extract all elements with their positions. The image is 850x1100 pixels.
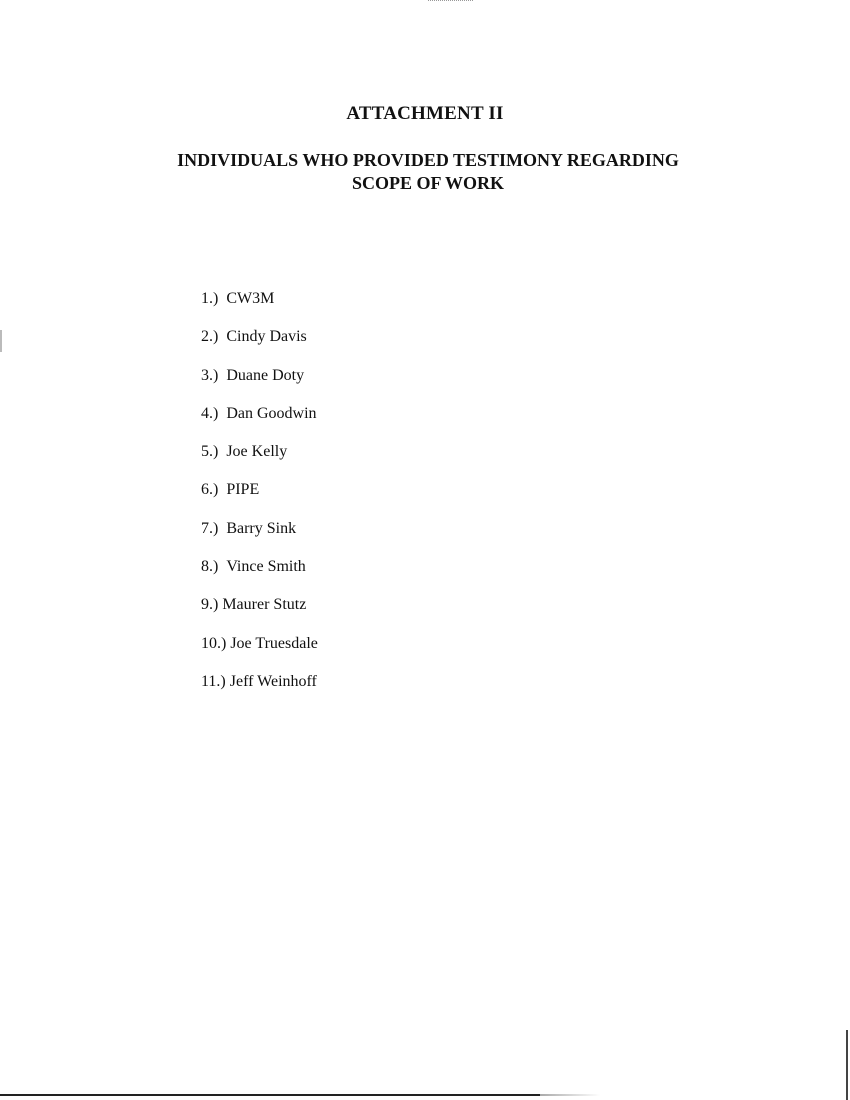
list-item-number: 8.) xyxy=(201,558,219,576)
list-item-name: Vince Smith xyxy=(226,558,306,576)
list-item-name: PIPE xyxy=(226,481,260,499)
list-item xyxy=(201,364,318,402)
subtitle-line-2: SCOPE OF WORK xyxy=(351,173,504,193)
list-item xyxy=(201,555,318,593)
list-item-name: Maurer Stutz xyxy=(222,596,307,614)
scan-artifact-bottom-edge xyxy=(0,1094,600,1096)
list-item-name: Joe Kelly xyxy=(226,443,288,461)
list-item-number: 2.) xyxy=(201,328,219,346)
list-item xyxy=(201,478,318,516)
list-item-number: 9.) xyxy=(201,596,219,614)
list-item xyxy=(201,670,318,708)
individuals-list xyxy=(201,287,318,708)
list-item xyxy=(201,632,318,670)
list-item-number: 6.) xyxy=(201,481,219,499)
list-item-name: Barry Sink xyxy=(226,519,297,537)
scan-artifact-right-edge xyxy=(846,1030,848,1100)
scan-artifact-top xyxy=(428,0,473,2)
list-item xyxy=(201,593,318,631)
list-item-number: 5.) xyxy=(201,443,219,461)
list-item-number: 11.) xyxy=(201,672,226,690)
list-item-number: 4.) xyxy=(201,404,219,422)
list-item-name: Jeff Weinhoff xyxy=(229,672,317,690)
list-item-name: CW3M xyxy=(226,290,275,307)
list-item-number: 10.) xyxy=(201,634,227,652)
list-item-number: 7.) xyxy=(201,519,219,537)
list-item-name: Duane Doty xyxy=(226,366,305,384)
list-item xyxy=(201,402,318,440)
subtitle-line-1: INDIVIDUALS WHO PROVIDED TESTIMONY REGARDING xyxy=(177,150,679,170)
list-item xyxy=(201,287,318,325)
document-title: ATTACHMENT II xyxy=(346,103,504,124)
list-item-name: Joe Truesdale xyxy=(230,634,318,652)
list-item-number: 1.) xyxy=(201,290,219,307)
list-item-number: 3.) xyxy=(201,366,219,384)
list-item xyxy=(201,440,318,478)
document-subtitle xyxy=(0,149,850,195)
list-item-name: Cindy Davis xyxy=(226,328,307,346)
list-item xyxy=(201,517,318,555)
list-item xyxy=(201,325,318,363)
list-item-name: Dan Goodwin xyxy=(226,404,317,422)
